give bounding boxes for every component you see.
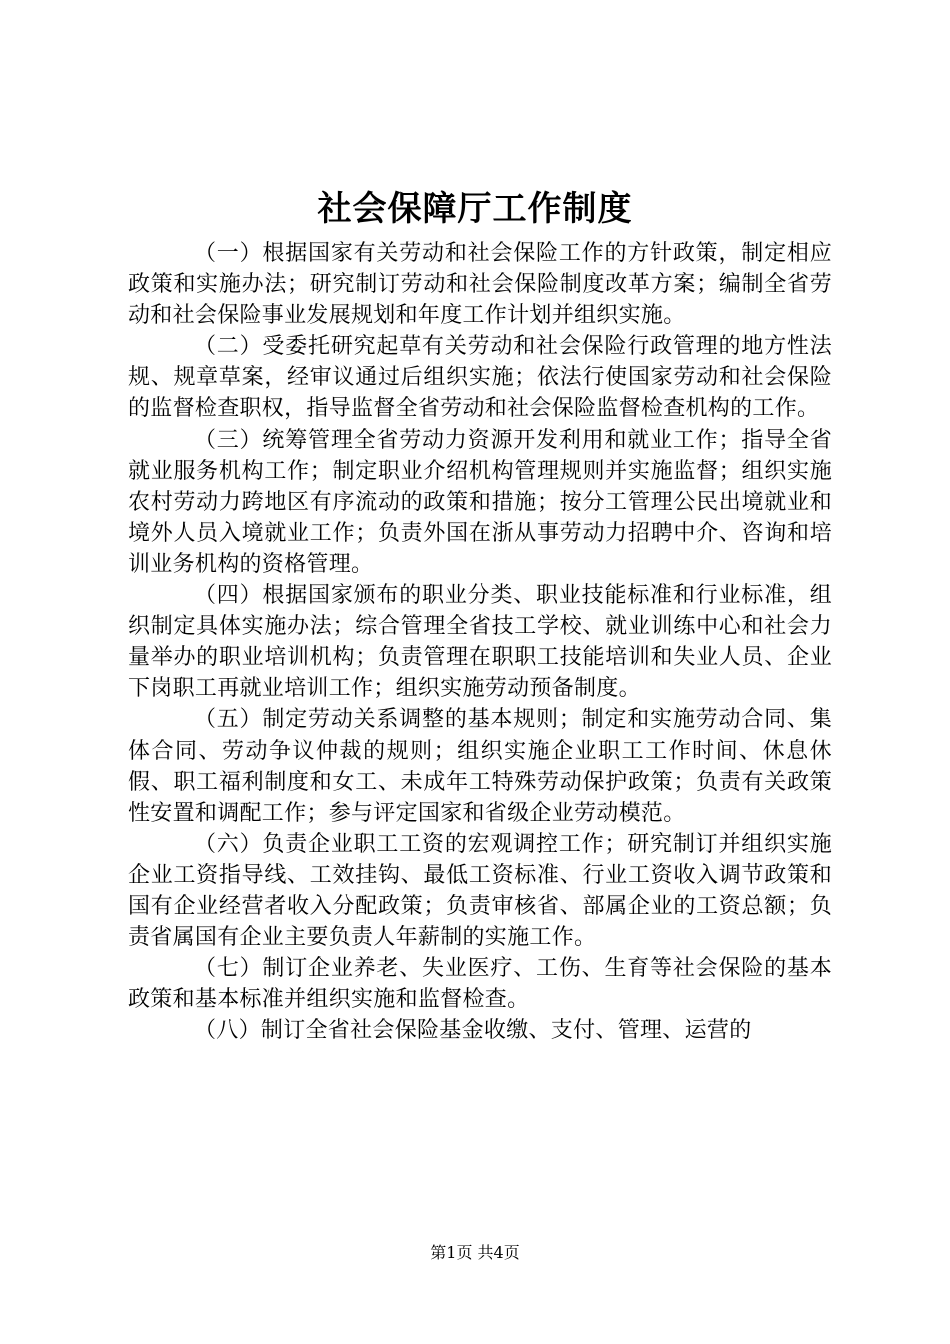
paragraph-1: （一）根据国家有关劳动和社会保险工作的方针政策，制定相应政策和实施办法；研究制订劳动和社会保险制度改革方案；编制全省劳动和社会保险事业发展规划和年度工作计划并组织实施。 [128, 241, 832, 329]
paragraph-5: （五）制定劳动关系调整的基本规则；制定和实施劳动合同、集体合同、劳动争议仲裁的规则；组织实施企业职工工作时间、休息休假、职工福利制度和女工、未成年工特殊劳动保护政策；负责有关政策性安置和调配工作；参与评定国家和省级企业劳动模范。 [128, 707, 832, 826]
document-title: 社会保障厅工作制度 [317, 189, 633, 229]
paragraph-8: （八）制订全省社会保险基金收缴、支付、管理、运营的 [194, 1018, 752, 1044]
paragraph-6: （六）负责企业职工工资的宏观调控工作；研究制订并组织实施企业工资指导线、工效挂钩、最低工资标准、行业工资收入调节政策和国有企业经营者收入分配政策；负责审核省、部属企业的工资总额；负责省属国有企业主要负责人年薪制的实施工作。 [128, 831, 832, 951]
paragraph-2: （二）受委托研究起草有关劳动和社会保险行政管理的地方性法规、规章草案，经审议通过后组织实施；依法行使国家劳动和社会保险的监督检查职权，指导监督全省劳动和社会保险监督检查机构的工作。 [128, 334, 832, 422]
paragraph-7: （七）制订企业养老、失业医疗、工伤、生育等社会保险的基本政策和基本标准并组织实施和监督检查。 [128, 956, 832, 1013]
page-number-footer: 第1页 共4页 [430, 1243, 520, 1262]
paragraph-3: （三）统筹管理全省劳动力资源开发利用和就业工作；指导全省就业服务机构工作；制定职业介绍机构管理规则并实施监督；组织实施农村劳动力跨地区有序流动的政策和措施；按分工管理公民出境就业和境外人员入境就业工作；负责外国在浙从事劳动力招聘中介、咨询和培训业务机构的资格管理。 [128, 427, 832, 577]
paragraph-4: （四）根据国家颁布的职业分类、职业技能标准和行业标准，组织制定具体实施办法；综合管理全省技工学校、就业训练中心和社会力量举办的职业培训机构；负责管理在职职工技能培训和失业人员、企业下岗职工再就业培训工作；组织实施劳动预备制度。 [128, 583, 832, 702]
document-body [128, 238, 832, 1046]
